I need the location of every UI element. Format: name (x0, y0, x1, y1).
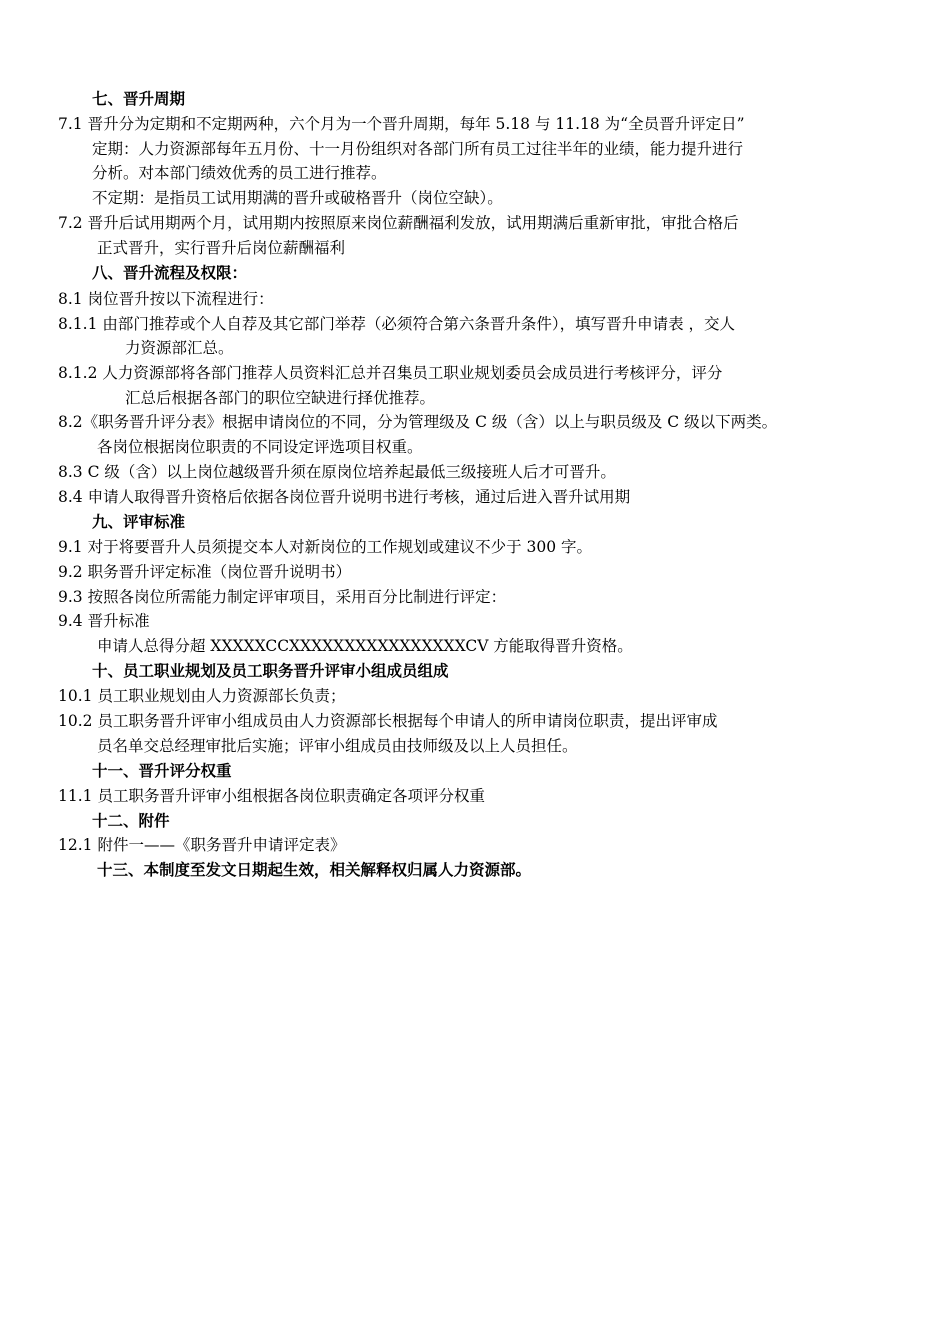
paragraph-8-3: 8.3 C 级（含）以上岗位越级晋升须在原岗位培养起最低三级接班人后才可晋升。 (58, 463, 616, 481)
paragraph-10-1: 10.1 员工职业规划由人力资源部长负责； (58, 687, 346, 705)
paragraph-8-1: 8.1 岗位晋升按以下流程进行： (58, 290, 274, 308)
paragraph-8-1-1: 8.1.1 由部门推荐或个人自荐及其它部门举荐（必须符合第六条晋升条件），填写晋升申请表 ，交人 (58, 315, 736, 333)
paragraph-7-1-regular-cont: 分析。对本部门绩效优秀的员工进行推荐。 (92, 164, 387, 182)
paragraph-9-1: 9.1 对于将要晋升人员须提交本人对新岗位的工作规划或建议不少于 300 字。 (58, 538, 593, 556)
paragraph-8-2: 8.2《职务晋升评分表》根据申请岗位的不同，分为管理级及 C 级（含）以上与职员级及 C 级以下两类。 (58, 413, 778, 431)
paragraph-9-4-cont: 申请人总得分超 XXXXXCCXXXXXXXXXXXXXXXXCV 方能取得晋升资格。 (97, 637, 633, 655)
section-heading-9: 九、评审标准 (92, 513, 186, 531)
paragraph-8-1-2: 8.1.2 人力资源部将各部门推荐人员资料汇总并召集员工职业规划委员会成员进行考核评分，评分 (58, 364, 723, 382)
paragraph-7-2: 7.2 晋升后试用期两个月，试用期内按照原来岗位薪酬福利发放，试用期满后重新审批，审批合格后 (58, 214, 739, 232)
paragraph-8-2-cont: 各岗位根据岗位职责的不同设定评选项目权重。 (97, 438, 423, 456)
paragraph-12-1: 12.1 附件一——《职务晋升申请评定表》 (58, 836, 346, 854)
paragraph-10-2: 10.2 员工职务晋升评审小组成员由人力资源部长根据每个申请人的所申请岗位职责，提出评审成 (58, 712, 718, 730)
paragraph-7-1-regular: 定期：人力资源部每年五月份、十一月份组织对各部门所有员工过往半年的业绩，能力提升进行 (92, 140, 744, 158)
paragraph-8-1-2-cont: 汇总后根据各部门的职位空缺进行择优推荐。 (125, 389, 436, 407)
paragraph-8-1-1-cont: 力资源部汇总。 (125, 339, 234, 357)
section-heading-13: 十三、本制度至发文日期起生效，相关解释权归属人力资源部。 (97, 861, 532, 879)
paragraph-9-3: 9.3 按照各岗位所需能力制定评审项目，采用百分比制进行评定： (58, 588, 507, 606)
paragraph-7-1: 7.1 晋升分为定期和不定期两种，六个月为一个晋升周期，每年 5.18 与 11.18 为“全员晋升评定日” (58, 115, 745, 133)
paragraph-7-2-cont: 正式晋升，实行晋升后岗位薪酬福利 (97, 239, 346, 257)
paragraph-8-4: 8.4 申请人取得晋升资格后依据各岗位晋升说明书进行考核，通过后进入晋升试用期 (58, 488, 631, 506)
section-heading-7: 七、晋升周期 (92, 90, 186, 108)
paragraph-9-2: 9.2 职务晋升评定标准（岗位晋升说明书） (58, 563, 352, 581)
section-heading-12: 十二、附件 (92, 812, 170, 830)
paragraph-9-4: 9.4 晋升标准 (58, 612, 150, 630)
paragraph-10-2-cont: 员名单交总经理审批后实施；评审小组成员由技师级及以上人员担任。 (97, 737, 578, 755)
section-heading-10: 十、员工职业规划及员工职务晋升评审小组成员组成 (92, 662, 449, 680)
paragraph-11-1: 11.1 员工职务晋升评审小组根据各岗位职责确定各项评分权重 (58, 787, 485, 805)
paragraph-7-1-irregular: 不定期：是指员工试用期满的晋升或破格晋升（岗位空缺）。 (92, 189, 503, 207)
section-heading-8: 八、晋升流程及权限： (92, 264, 248, 282)
section-heading-11: 十一、晋升评分权重 (92, 762, 232, 780)
